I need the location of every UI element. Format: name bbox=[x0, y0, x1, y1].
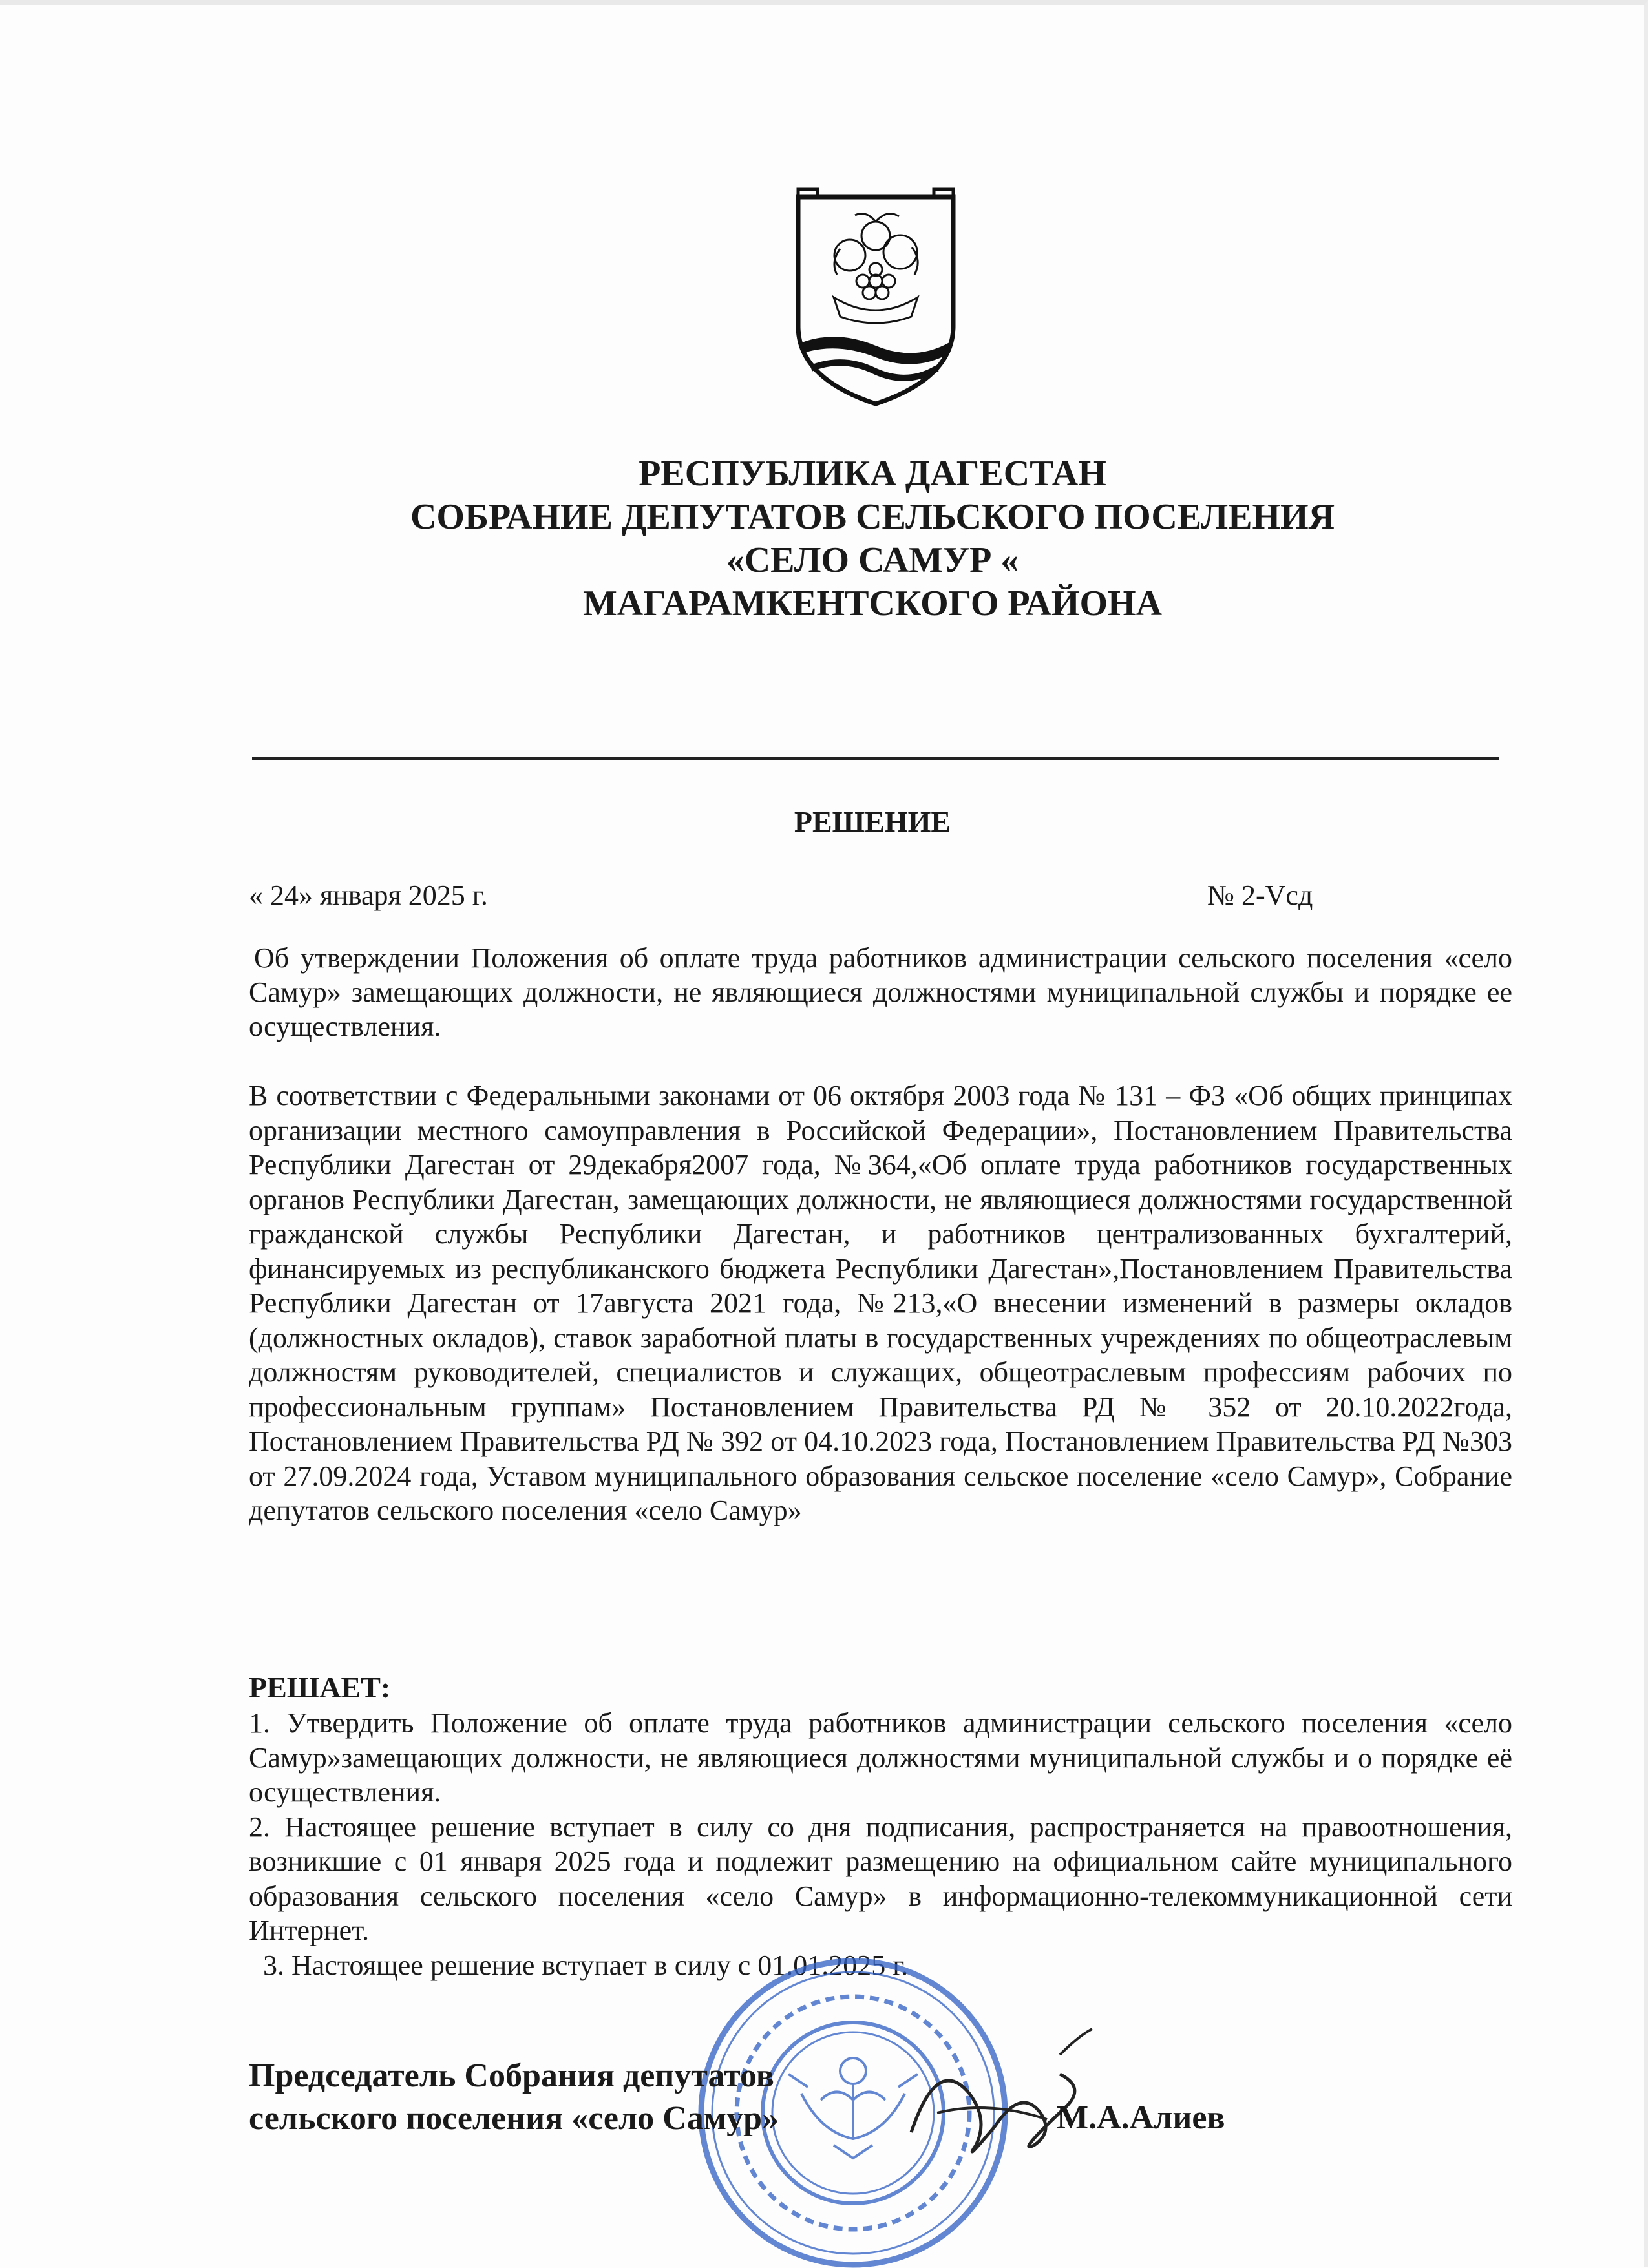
document-subject: Об утверждении Положения об оплате труда работников администрации сельского поселения «село Самур» замещающих должности, не являющиеся должностями муниципальной службы и порядке ее осуществления. bbox=[249, 942, 1512, 1042]
decision-items bbox=[249, 1706, 1512, 1982]
decision-item-3: 3. Настоящее решение вступает в силу с 01.01.2025 г. bbox=[263, 1949, 909, 1981]
decides-heading: РЕШАЕТ: bbox=[249, 1671, 391, 1704]
signatory-name: М.А.Алиев bbox=[1057, 2099, 1225, 2136]
header-republic: РЕСПУБЛИКА ДАГЕСТАН bbox=[639, 454, 1106, 494]
signature-block bbox=[249, 2055, 779, 2140]
header-assembly: СОБРАНИЕ ДЕПУТАТОВ СЕЛЬСКОГО ПОСЕЛЕНИЯ bbox=[410, 497, 1335, 537]
document-title: РЕШЕНИЕ bbox=[794, 805, 951, 838]
header-village: «СЕЛО САМУР « bbox=[726, 540, 1019, 580]
signatory-title-line1: Председатель Собрания депутатов bbox=[249, 2057, 774, 2094]
signatory-title-line2: сельского поселения «село Самур» bbox=[249, 2100, 779, 2137]
document-number: № 2-Vсд bbox=[1207, 879, 1313, 911]
decision-item-2: 2. Настоящее решение вступает в силу со дня подписания, распространяется на правоотношения, возникшие с 01 января 2025 года и подлежит размещению на официальном сайте муниципального образования сельского поселения «село Самур» в информационно-телекоммуникационной сети Интернет. bbox=[249, 1811, 1512, 1946]
document-preamble: В соответствии с Федеральными законами от 06 октября 2003 года № 131 – ФЗ «Об общих принципах организации местного самоуправления в Российской Федерации», Постановлением Правительства Республики Дагестан от 29декабря2007 года, №364,«Об оплате труда работников государственных органов Республики Дагестан, замещающих должности, не являющиеся должностями государственной гражданской службы Республики Дагестан, и работников централизованных бухгалтерий, финансируемых из республиканского бюджета Республики Дагестан»,Постановлением Правительства Республики Дагестан от 17августа 2021 года, №213,«О внесении изменений в размеры окладов (должностных окладов), ставок заработной платы в государственных учреждениях по общеотраслевым должностям руководителей, специалистов и служащих, общеотраслевым профессиям рабочих по профессиональным группам» Постановлением Правительства РД № 352 от 20.10.2022года, Постановлением Правительства РД № 392 от 04.10.2023 года, Постановлением Правительства РД №303 от 27.09.2024 года, Уставом муниципального образования сельское поселение «село Самур», Собрание депутатов сельского поселения «село Самур» bbox=[249, 1080, 1512, 1526]
document-date: « 24» января 2025 г. bbox=[249, 879, 488, 911]
header-district: МАГАРАМКЕНТСКОГО РАЙОНА bbox=[582, 583, 1163, 624]
document-header bbox=[194, 452, 1551, 625]
handwritten-signature bbox=[898, 2016, 1099, 2178]
header-divider bbox=[252, 757, 1499, 760]
decision-item-1: 1. Утвердить Положение об оплате труда работников администрации сельского поселения «село Самур»замещающих должности, не являющиеся должностями муниципальной службы и о порядке её осуществления. bbox=[249, 1707, 1512, 1808]
coat-of-arms-emblem bbox=[785, 184, 966, 414]
